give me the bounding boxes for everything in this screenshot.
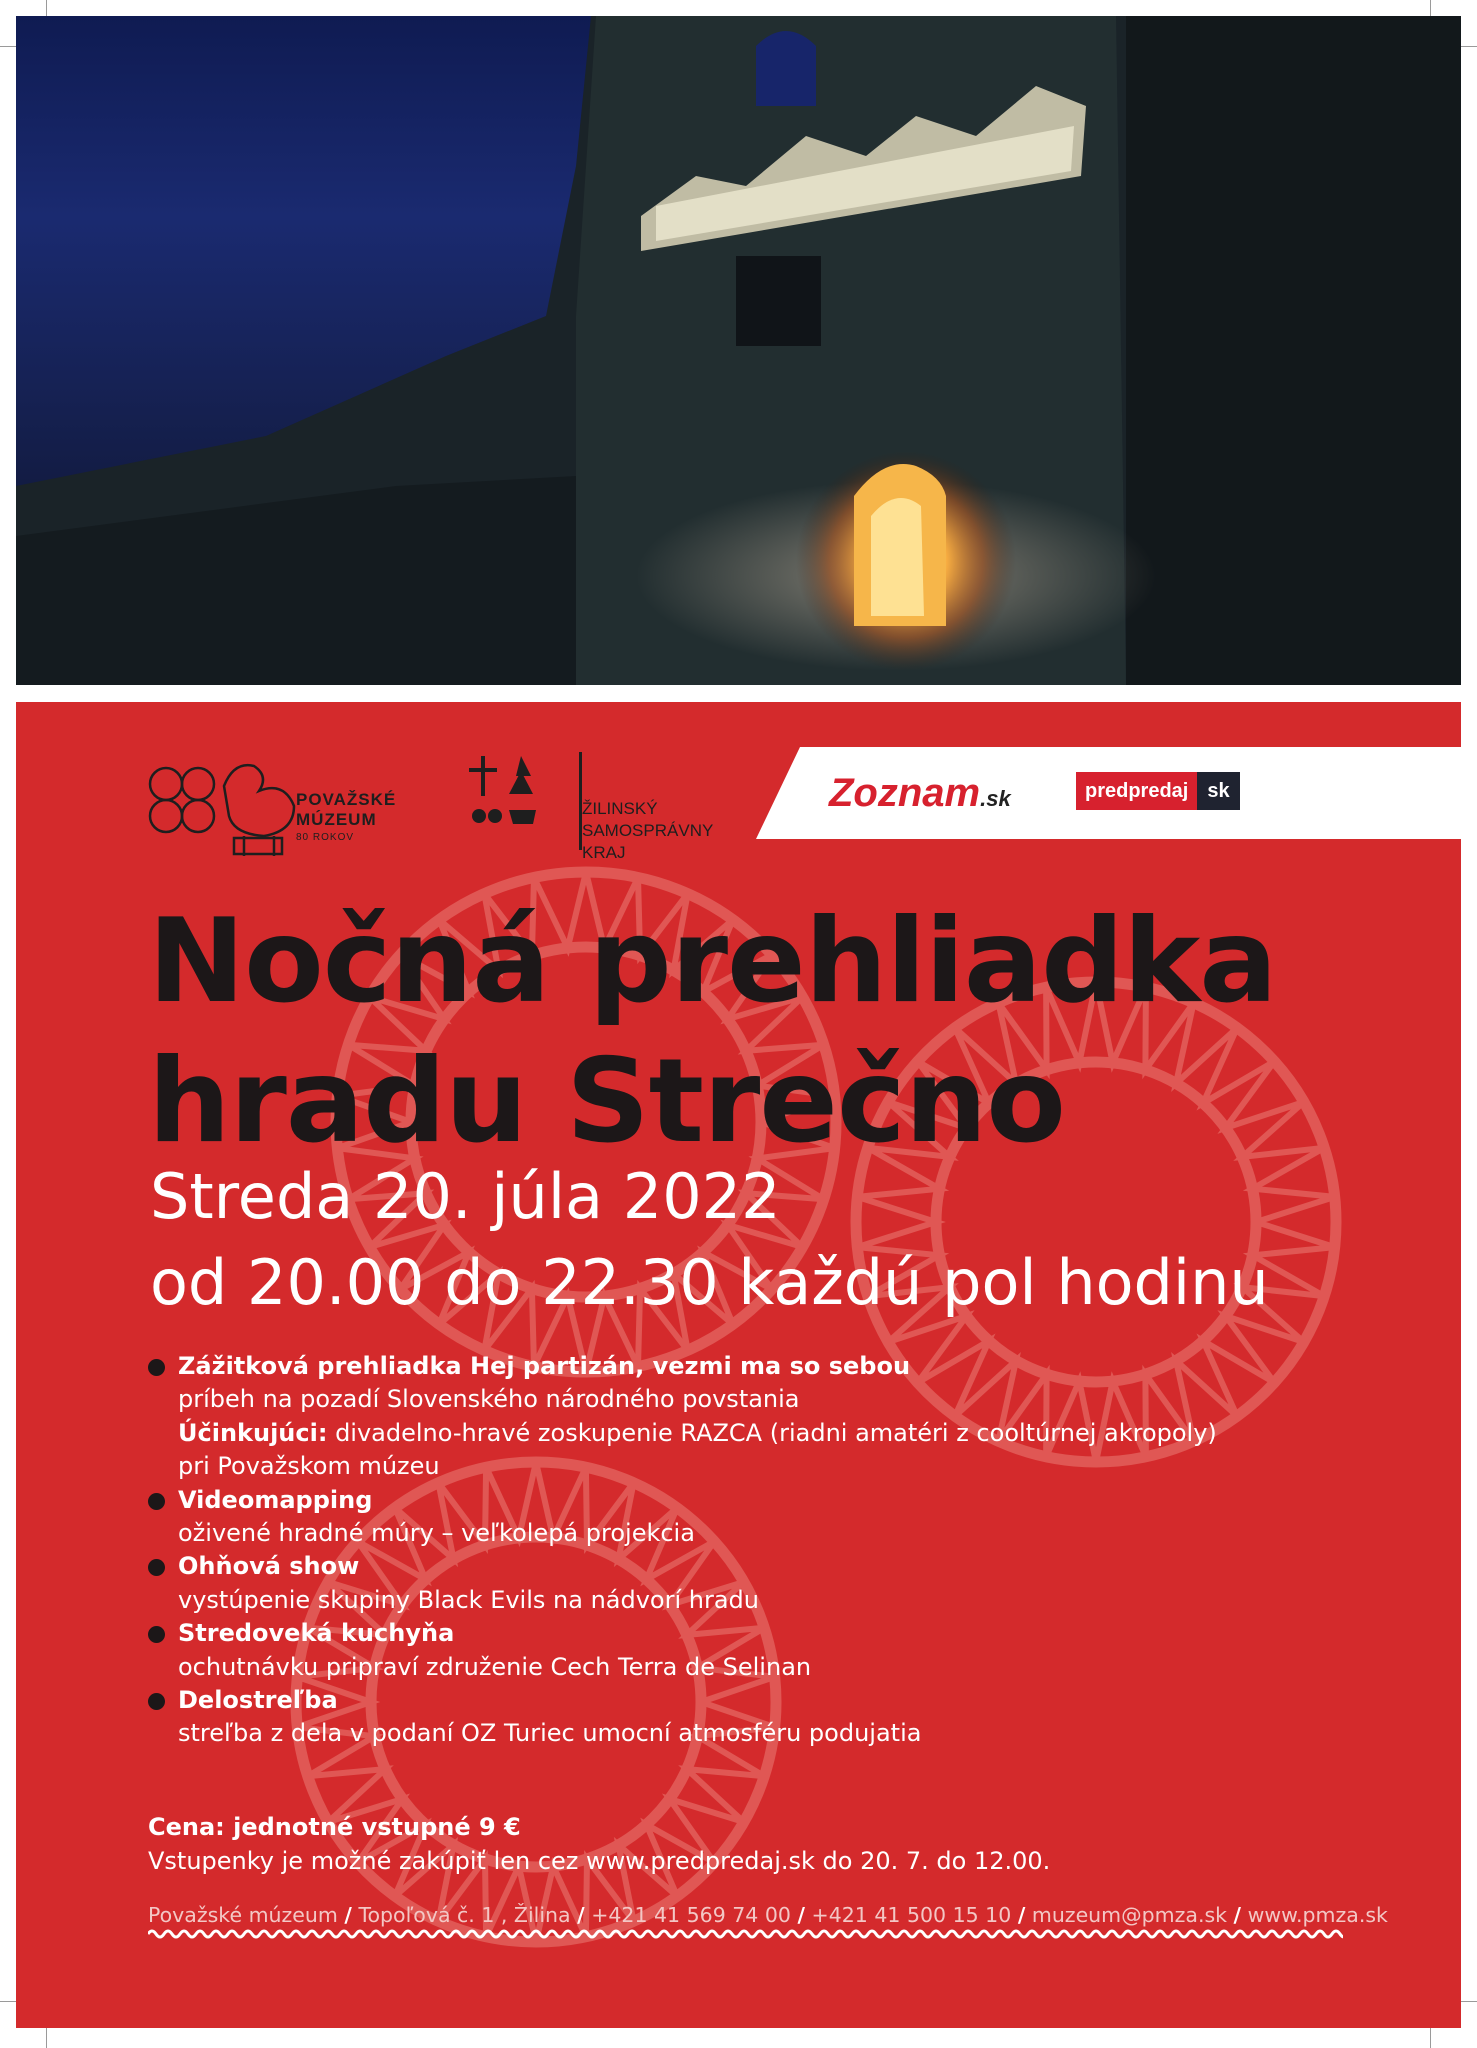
event-date: Streda 20. júla 2022 <box>150 1160 781 1233</box>
program-item-title: Zážitková prehliadka Hej partizán, vezmi ma so sebou <box>178 1352 911 1380</box>
performers-label: Účinkujúci: <box>178 1418 328 1447</box>
price-info <box>148 1810 1050 1878</box>
program-item-title: Stredoveká kuchyňa <box>178 1619 455 1648</box>
title-line-1: Nočná prehliadka <box>148 894 1277 1029</box>
footer-address: Topoľová č. 1 , Žilina <box>358 1903 571 1927</box>
zoznam-wordmark: Zoznam <box>829 771 981 815</box>
predpredaj-logo[interactable] <box>1076 772 1240 810</box>
program-item <box>148 1684 1388 1751</box>
program-item-desc: streľba z dela v podaní OZ Turiec umocní atmosféru podujatia <box>178 1719 922 1748</box>
bullet-dot-icon <box>148 1493 165 1510</box>
footer-separator: / <box>1233 1903 1242 1927</box>
program-item-title: Delostreľba <box>178 1686 338 1715</box>
museum-anniversary: 80 ROKOV <box>296 832 355 843</box>
program-item-desc-2: pri Považskom múzeu <box>178 1452 440 1481</box>
footer-museum: Považské múzeum <box>148 1903 338 1927</box>
program-item <box>148 1484 1388 1551</box>
price-label: Cena: jednotné vstupné 9 € <box>148 1813 521 1841</box>
logos-row <box>16 742 1461 872</box>
poster-panel <box>16 702 1461 2028</box>
program-item-title: Videomapping <box>178 1485 373 1514</box>
zoznam-tld: .sk <box>980 786 1011 811</box>
footer-separator: / <box>577 1903 585 1927</box>
bullet-dot-icon <box>148 1626 165 1643</box>
program-item-desc: ochutnávku pripraví združenie Cech Terra de Selinan <box>178 1652 812 1681</box>
program-item-desc: príbeh na pozadí Slovenského národného povstania <box>178 1385 800 1414</box>
predpredaj-tld: sk <box>1197 772 1239 810</box>
event-time: od 20.00 do 22.30 každú pol hodinu <box>150 1246 1269 1319</box>
footer-phone-1[interactable]: +421 41 569 74 00 <box>591 1903 791 1927</box>
wavy-divider <box>148 1928 1343 1940</box>
predpredaj-wordmark: predpredaj <box>1076 772 1197 810</box>
program-item <box>148 1350 1388 1484</box>
footer-email[interactable]: muzeum@pmza.sk <box>1031 1903 1228 1927</box>
program-item-performers <box>178 1417 1388 1450</box>
footer-separator: / <box>1017 1903 1026 1927</box>
program-item-desc: oživené hradné múry – veľkolepá projekcia <box>178 1519 695 1548</box>
museum-logo-text <box>296 790 426 843</box>
bullet-dot-icon <box>148 1559 165 1576</box>
region-name: ŽILINSKÝ SAMOSPRÁVNY KRAJ <box>582 799 714 862</box>
footer-separator: / <box>344 1903 352 1927</box>
program-item-title: Ohňová show <box>178 1552 360 1581</box>
bullet-dot-icon <box>148 1693 165 1710</box>
program-item-desc: vystúpenie skupiny Black Evils na nádvorí hradu <box>178 1585 760 1614</box>
program-item <box>148 1550 1388 1617</box>
museum-name: POVAŽSKÉ MÚZEUM <box>296 790 397 829</box>
performers-text: divadelno-hravé zoskupenie RAZCA (riadni amatéri z cooltúrnej akropoly) <box>327 1418 1217 1447</box>
footer-contacts <box>148 1902 1388 1928</box>
footer-phone-2[interactable]: +421 41 500 15 10 <box>811 1903 1012 1927</box>
footer-separator: / <box>797 1903 805 1927</box>
program-item <box>148 1617 1388 1684</box>
zoznam-logo[interactable] <box>829 770 1011 822</box>
castle-night-photo <box>16 16 1461 685</box>
event-title <box>148 892 1448 1172</box>
ticket-info: Vstupenky je možné zakúpiť len cez www.predpredaj.sk do 20. 7. do 12.00. <box>148 1847 1051 1875</box>
bullet-dot-icon <box>148 1359 165 1376</box>
title-line-2: hradu Strečno <box>148 1034 1065 1169</box>
program-list <box>148 1350 1388 1751</box>
footer-web[interactable]: www.pmza.sk <box>1247 1903 1388 1927</box>
